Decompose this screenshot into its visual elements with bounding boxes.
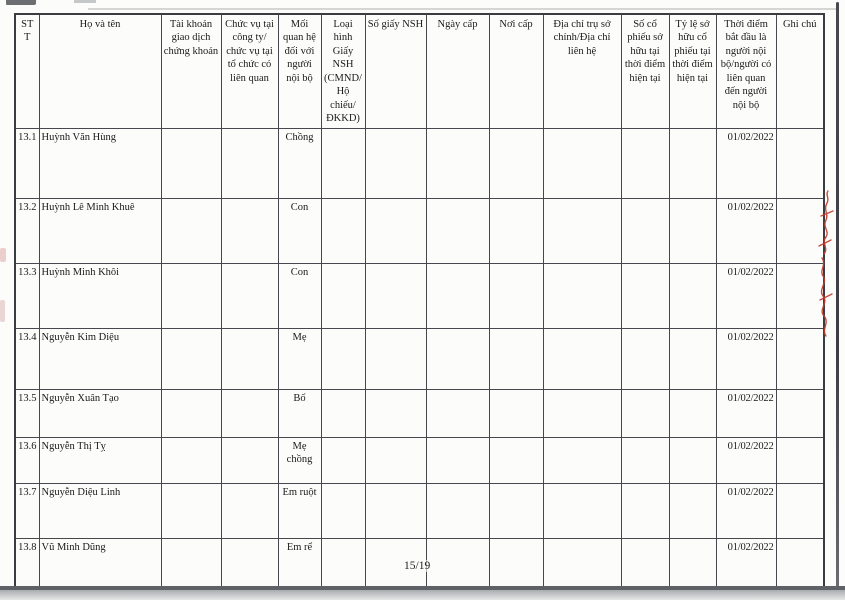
cell-start-date: 01/02/2022 [716, 483, 776, 538]
cell-stt: 13.2 [15, 198, 39, 263]
cell-relationship: Con [278, 198, 321, 263]
empty-cell [543, 198, 621, 263]
empty-cell [426, 483, 489, 538]
empty-cell [221, 263, 278, 328]
empty-cell [621, 483, 669, 538]
empty-cell [365, 328, 426, 389]
cell-name: Vũ Minh Dũng [39, 538, 161, 596]
related-persons-table [14, 13, 825, 597]
empty-cell [161, 128, 221, 198]
empty-cell [621, 437, 669, 483]
empty-cell [365, 483, 426, 538]
empty-cell [669, 263, 716, 328]
scan-page-edge-shadow [0, 590, 845, 600]
cell-relationship: Mẹ [278, 328, 321, 389]
cell-stt: 13.6 [15, 437, 39, 483]
table-row [15, 437, 824, 483]
header-cell-address: Địa chỉ trụ sở chính/Địa chỉ liên hệ [543, 14, 621, 128]
empty-cell [321, 328, 365, 389]
cell-name: Nguyễn Xuân Tạo [39, 389, 161, 437]
header-cell-issue-place: Nơi cấp [489, 14, 543, 128]
cell-name: Huỳnh Văn Hùng [39, 128, 161, 198]
header-cell-shares-held: Số cổ phiếu sở hữu tại thời điểm hiện tại [621, 14, 669, 128]
empty-cell [161, 389, 221, 437]
scan-artifact-top-left [6, 0, 36, 5]
empty-cell [776, 128, 824, 198]
empty-cell [621, 198, 669, 263]
empty-cell [489, 263, 543, 328]
empty-cell [221, 128, 278, 198]
cell-stt: 13.8 [15, 538, 39, 596]
empty-cell [161, 328, 221, 389]
cell-start-date: 01/02/2022 [716, 328, 776, 389]
empty-cell [543, 128, 621, 198]
page-number: 15/19 [404, 560, 431, 572]
empty-cell [543, 389, 621, 437]
empty-cell [776, 437, 824, 483]
cell-start-date: 01/02/2022 [716, 198, 776, 263]
empty-cell [221, 389, 278, 437]
table-row [15, 328, 824, 389]
header-cell-start-date: Thời điểm bắt đầu là người nội bộ/người có liên quan đến người nội bộ [716, 14, 776, 128]
empty-cell [543, 263, 621, 328]
scan-artifact-left-smudge [0, 300, 5, 322]
header-cell-trading-account: Tài khoản giao dịch chứng khoán [161, 14, 221, 128]
empty-cell [221, 483, 278, 538]
cell-name: Nguyễn Thị Tỵ [39, 437, 161, 483]
table-row [15, 483, 824, 538]
empty-cell [543, 437, 621, 483]
empty-cell [321, 437, 365, 483]
empty-cell [621, 389, 669, 437]
cell-name: Nguyễn Diệu Linh [39, 483, 161, 538]
empty-cell [669, 437, 716, 483]
cell-stt: 13.7 [15, 483, 39, 538]
header-cell-name: Họ và tên [39, 14, 161, 128]
table-row [15, 263, 824, 328]
empty-cell [426, 437, 489, 483]
empty-cell [321, 389, 365, 437]
header-cell-id-type: Loại hình Giấy NSH (CMND/ Hộ chiếu/ ĐKKD) [321, 14, 365, 128]
cell-start-date: 01/02/2022 [716, 263, 776, 328]
empty-cell [426, 198, 489, 263]
cell-name: Huỳnh Lê Minh Khuê [39, 198, 161, 263]
empty-cell [365, 437, 426, 483]
empty-cell [426, 128, 489, 198]
cell-relationship: Chồng [278, 128, 321, 198]
scan-artifact-top-hairline [88, 8, 836, 10]
cell-stt: 13.3 [15, 263, 39, 328]
header-cell-relationship: Mối quan hệ đối với người nội bộ [278, 14, 321, 128]
empty-cell [776, 389, 824, 437]
cell-start-date: 01/02/2022 [716, 128, 776, 198]
empty-cell [321, 483, 365, 538]
empty-cell [221, 328, 278, 389]
cell-relationship: Em rể [278, 538, 321, 596]
empty-cell [543, 328, 621, 389]
empty-cell [489, 198, 543, 263]
empty-cell [321, 128, 365, 198]
empty-cell [543, 483, 621, 538]
empty-cell [221, 198, 278, 263]
empty-cell [669, 328, 716, 389]
empty-cell [621, 128, 669, 198]
empty-cell [489, 128, 543, 198]
empty-cell [161, 437, 221, 483]
header-cell-position: Chức vụ tại công ty/ chức vụ tại tổ chức có liên quan [221, 14, 278, 128]
empty-cell [776, 483, 824, 538]
empty-cell [321, 263, 365, 328]
empty-cell [669, 198, 716, 263]
empty-cell [621, 328, 669, 389]
empty-cell [489, 328, 543, 389]
cell-relationship: Bố [278, 389, 321, 437]
table-row [15, 128, 824, 198]
empty-cell [161, 263, 221, 328]
empty-cell [365, 389, 426, 437]
empty-cell [426, 263, 489, 328]
header-cell-ownership-ratio: Tỷ lệ sở hữu cổ phiếu tại thời điểm hiện tại [669, 14, 716, 128]
empty-cell [365, 128, 426, 198]
table-row [15, 389, 824, 437]
empty-cell [426, 328, 489, 389]
empty-cell [161, 198, 221, 263]
empty-cell [669, 128, 716, 198]
cell-stt: 13.5 [15, 389, 39, 437]
cell-start-date: 01/02/2022 [716, 437, 776, 483]
header-cell-notes: Ghi chú [776, 14, 824, 128]
header-cell-issue-date: Ngày cấp [426, 14, 489, 128]
cell-name: Huỳnh Minh Khôi [39, 263, 161, 328]
cell-relationship: Con [278, 263, 321, 328]
cell-start-date: 01/02/2022 [716, 389, 776, 437]
cell-stt: 13.4 [15, 328, 39, 389]
empty-cell [161, 483, 221, 538]
header-cell-stt: STT [15, 14, 39, 128]
empty-cell [669, 483, 716, 538]
scan-artifact-left-smudge [0, 248, 6, 262]
empty-cell [426, 389, 489, 437]
empty-cell [489, 389, 543, 437]
table-row [15, 198, 824, 263]
cell-stt: 13.1 [15, 128, 39, 198]
empty-cell [489, 437, 543, 483]
cell-relationship: Em ruột [278, 483, 321, 538]
empty-cell [489, 483, 543, 538]
empty-cell [365, 263, 426, 328]
cell-name: Nguyễn Kim Diệu [39, 328, 161, 389]
cell-start-date: 01/02/2022 [716, 538, 776, 596]
empty-cell [669, 389, 716, 437]
scan-page-edge-right [836, 2, 839, 590]
empty-cell [221, 437, 278, 483]
empty-cell [621, 263, 669, 328]
cell-relationship: Mẹ chồng [278, 437, 321, 483]
header-cell-id-number: Số giấy NSH [365, 14, 426, 128]
table-header-row [15, 14, 824, 128]
empty-cell [365, 198, 426, 263]
empty-cell [321, 198, 365, 263]
scan-artifact-top-left-2 [74, 0, 96, 3]
